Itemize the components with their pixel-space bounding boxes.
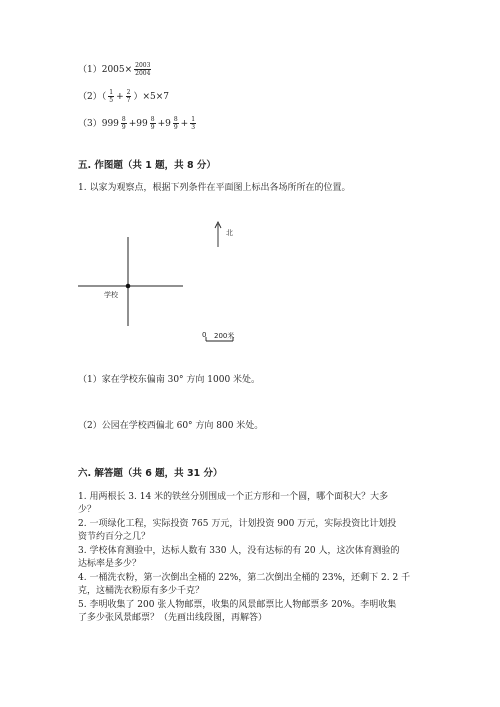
section-6-question-4-line-1: 4. 一桶洗衣粉，第一次倒出全桶的 22%，第二次倒出全桶的 23%，还剩下 2. 2 千	[78, 573, 411, 583]
fraction: $\frac{2003}{2004}$	[135, 62, 151, 77]
fraction: $\frac{2}{7}$	[126, 89, 131, 104]
scale-zero-label: 0	[202, 331, 207, 339]
section-6-question-2-line-1: 2. 一项绿化工程，实际投资 765 万元，计划投资 900 万元，实际投资比计划投	[78, 519, 397, 529]
calc-item-1-prefix: （1）2005×	[78, 65, 133, 75]
section-5-title: 五. 作图题（共 1 题，共 8 分）	[78, 160, 216, 171]
north-label: 北	[226, 229, 233, 237]
school-point	[126, 284, 131, 289]
section-5-sub-2: （2）公园在学校西偏北 60° 方向 800 米处。	[78, 421, 264, 431]
calc-item-3: （3）999 $\frac{8}{9}$ +99 $\frac{8}{9}$ +9 $\frac{8}{9}$ + $\frac{1}{3}$	[78, 116, 196, 131]
calc-item-1	[78, 62, 153, 77]
section-6-question-2-line-2: 资节约百分之几？	[78, 532, 151, 542]
section-5-sub-1: （1）家在学校东偏南 30° 方向 1000 米处。	[78, 375, 261, 385]
section-6-question-3-line-2: 达标率是多少？	[78, 559, 142, 569]
fraction: $\frac{1}{5}$	[109, 89, 114, 104]
section-6-question-1-line-2: 少？	[78, 505, 97, 515]
section-6-question-5-line-2: 了多少张风景邮票？（先画出线段图，再解答）	[78, 613, 268, 623]
section-6-title: 六. 解答题（共 6 题，共 31 分）	[78, 468, 223, 479]
section-6-question-5-line-1: 5. 李明收集了 200 张人物邮票，收集的风景邮票比人物邮票多 20%。李明收集	[78, 600, 397, 610]
section-6-question-1-line-1: 1. 用两根长 3. 14 米的铁丝分别围成一个正方形和一个圆，哪个面积大？大多	[78, 492, 389, 502]
section-5-question-1: 1. 以家为观察点，根据下列条件在平面图上标出各场所所在的位置。	[78, 183, 351, 193]
scale-label: 200米	[214, 332, 235, 340]
school-label: 学校	[104, 291, 118, 299]
fraction: $\frac{8}{9}$	[121, 116, 126, 131]
fraction: $\frac{8}{9}$	[173, 116, 178, 131]
section-6-question-3-line-1: 3. 学校体育测验中，达标人数有 330 人，没有达标的有 20 人，这次体育测验的	[78, 546, 400, 556]
coordinate-diagram	[70, 215, 270, 350]
fraction: $\frac{8}{9}$	[150, 116, 155, 131]
fraction: $\frac{1}{3}$	[191, 116, 196, 131]
calc-item-2: （2）（ $\frac{1}{5}$ + $\frac{2}{7}$ ）×5×7	[78, 89, 169, 104]
section-6-question-4-line-2: 克，这桶洗衣粉原有多少千克？	[78, 586, 205, 596]
